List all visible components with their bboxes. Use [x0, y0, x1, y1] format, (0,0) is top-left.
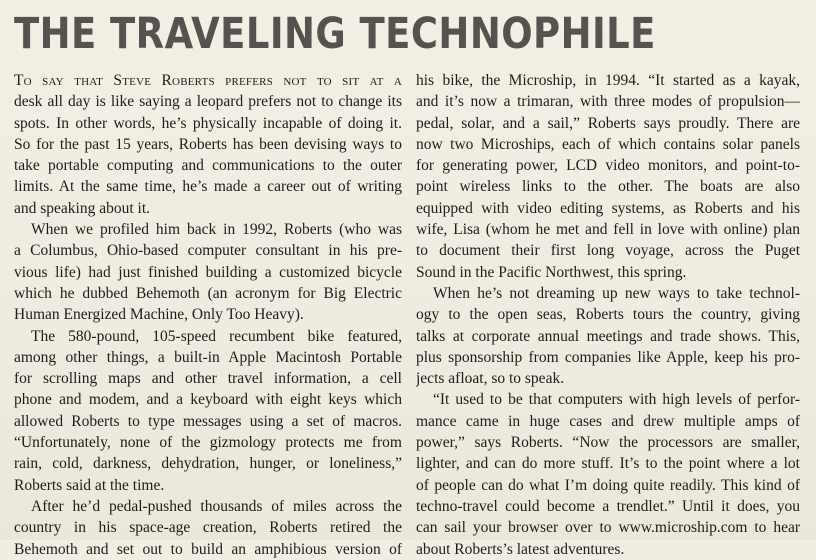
text-line: Human Energized Machine, Only Too Heavy). [14, 306, 304, 324]
left-column [14, 70, 402, 560]
text-line: “It used to be that computers with high levels of perfor- [433, 391, 800, 409]
text-line: Behemoth and set out to build an amphibious version of [14, 540, 402, 558]
text-line: point wireless links to the other. The boats are also [416, 178, 800, 196]
text-line: rain, cold, darkness, dehydration, hunger, or loneliness,” [14, 455, 402, 473]
text-line: and it’s now a trimaran, with three modes of propulsion— [416, 93, 800, 111]
text-line: country in his space-age creation, Roberts retired the [14, 519, 402, 537]
text-line: Sound in the Pacific Northwest, this spring. [416, 263, 687, 281]
text-line: now two Microships, each of which contains solar panels [416, 135, 800, 153]
text-line: ogy to the open seas, Roberts tours the country, giving [416, 306, 800, 324]
text-line: to document their first long voyage, across the Puget [416, 242, 800, 260]
text-line: “Unfortunately, none of the gizmology protects me from [14, 434, 402, 452]
text-line: After he’d pedal-pushed thousands of miles across the [31, 497, 402, 515]
text-line: and speaking about it. [14, 199, 151, 217]
lead-line: To say that Steve Roberts prefers not to sit at a [14, 72, 402, 89]
text-line: When we profiled him back in 1992, Roberts (who was [31, 221, 402, 239]
text-line: about Roberts’s latest adventures. [416, 540, 625, 558]
text-line: desk all day is like saying a leopard prefers not to change its [14, 93, 402, 111]
text-line: techno-travel could become a trendlet.” Until it does, you [416, 497, 800, 515]
text-line: power,” says Roberts. “Now the processors are smaller, [416, 434, 800, 452]
text-line: vious life) had just finished building a customized bicycle [14, 263, 402, 281]
text-line: pedal, solar, and a sail,” Roberts says proudly. There are [416, 114, 800, 132]
text-line: his bike, the Microship, in 1994. “It started as a kayak, [416, 72, 800, 89]
text-line: can sail your browser over to www.microship.com to hear [416, 519, 800, 537]
text-line: talks at corporate annual meetings and trade shows. This, [416, 327, 800, 345]
text-line: The 580-pound, 105-speed recumbent bike featured, [31, 327, 402, 345]
text-line: a Columbus, Ohio-based computer consultant in his pre- [14, 242, 402, 260]
text-line: spots. In other words, he’s physically incapable of doing it. [14, 114, 402, 132]
text-line: phone and modem, and a keyboard with eight keys which [14, 391, 402, 409]
text-line: equipped with video editing systems, as Roberts and his [416, 199, 800, 217]
text-line: mance came in huge cases and drew multiple amps of [416, 412, 800, 430]
text-line: which he dubbed Behemoth (an acronym for Big Electric [14, 284, 402, 302]
text-line: So for the past 15 years, Roberts has been devising ways to [14, 135, 402, 153]
headline: THE TRAVELING TECHNOPHILE [14, 9, 656, 59]
text-line: jects afloat, so to speak. [416, 370, 565, 388]
text-line: When he’s not dreaming up new ways to take technol- [433, 284, 800, 302]
text-line: among other things, a built-in Apple Macintosh Portable [14, 348, 402, 366]
text-line: wife, Lisa (whom he met and fell in love with online) plan [416, 221, 800, 239]
text-line: take portable computing and communications to the outer [14, 157, 402, 175]
text-line: for scrolling maps and other travel information, a cell [14, 370, 402, 388]
text-line: limits. At the same time, he’s made a career out of writing [14, 178, 402, 196]
text-line: for generating power, LCD video monitors, and point-to- [416, 157, 800, 175]
text-line: of people can do what I’m doing quite readily. This kind of [416, 476, 800, 494]
text-line: lighter, and can do more stuff. It’s to the point where a lot [416, 455, 800, 473]
right-column [416, 70, 800, 560]
text-line: allowed Roberts to type messages using a set of macros. [14, 412, 402, 430]
text-line: Roberts said at the time. [14, 476, 165, 494]
text-line: plus sponsorship from companies like Apple, keep his pro- [416, 348, 800, 366]
